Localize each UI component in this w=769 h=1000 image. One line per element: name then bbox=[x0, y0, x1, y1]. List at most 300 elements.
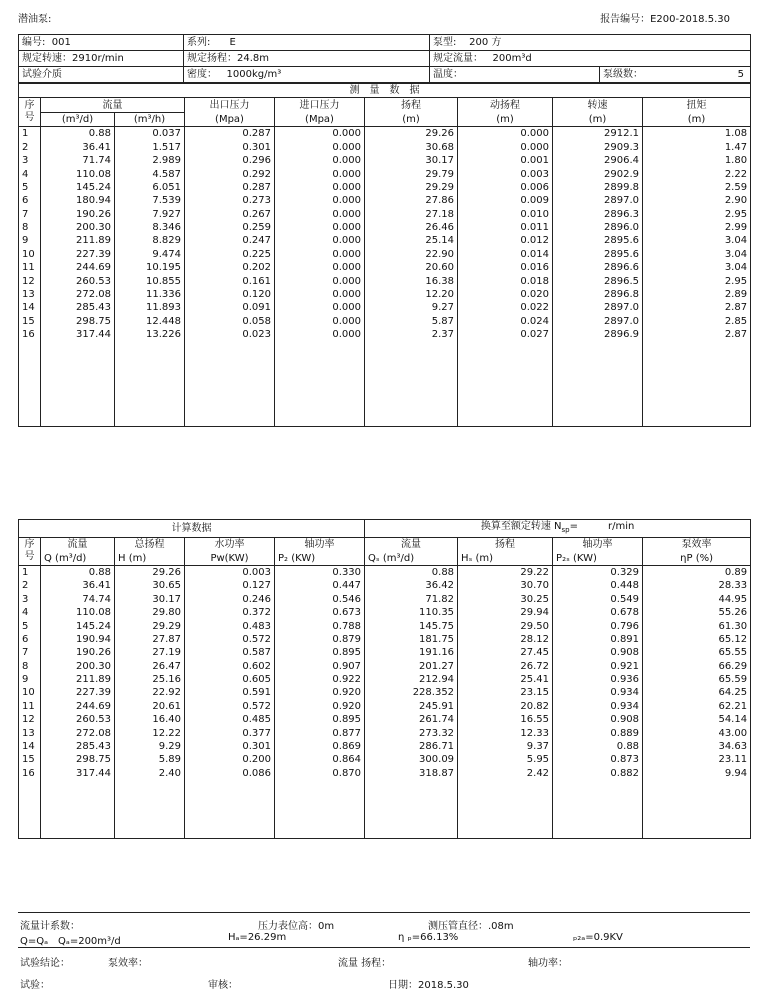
row-index: 8 bbox=[19, 660, 41, 673]
cell-value: 145.24 bbox=[41, 619, 115, 632]
cell-value: 2897.0 bbox=[553, 315, 643, 328]
calc-row bbox=[19, 579, 751, 592]
cell-value: 145.24 bbox=[41, 181, 115, 194]
cell-value: 201.27 bbox=[365, 660, 458, 673]
cell-value: 4.587 bbox=[115, 167, 185, 180]
measured-table bbox=[18, 83, 751, 427]
row-index: 7 bbox=[19, 646, 41, 659]
cell-value: 0.377 bbox=[185, 726, 275, 739]
cell-value: 0.273 bbox=[185, 194, 275, 207]
empty-cell bbox=[185, 422, 275, 427]
cell-value: 36.42 bbox=[365, 579, 458, 592]
cell-value: 30.17 bbox=[115, 593, 185, 606]
cell-value: 0.246 bbox=[185, 593, 275, 606]
cell-value: 27.18 bbox=[365, 208, 458, 221]
cell-value: 5.89 bbox=[115, 753, 185, 766]
pump-type-value: 200 方 bbox=[469, 36, 502, 48]
cell-value: 44.95 bbox=[643, 593, 751, 606]
cell-value: 0.000 bbox=[275, 274, 365, 287]
cell-value: 2.989 bbox=[115, 154, 185, 167]
empty-cell bbox=[643, 368, 751, 381]
cell-value: 9.474 bbox=[115, 248, 185, 261]
empty-cell bbox=[19, 341, 41, 354]
cell-value: 12.20 bbox=[365, 288, 458, 301]
empty-cell bbox=[365, 382, 458, 395]
cell-value: 0.921 bbox=[553, 660, 643, 673]
row-index: 9 bbox=[19, 673, 41, 686]
cell-value: 260.53 bbox=[41, 713, 115, 726]
empty-cell bbox=[19, 382, 41, 395]
cell-value: 2.90 bbox=[643, 194, 751, 207]
cell-value: 190.26 bbox=[41, 646, 115, 659]
cell-value: 245.91 bbox=[365, 700, 458, 713]
cell-value: 0.086 bbox=[185, 767, 275, 780]
cell-value: 2906.4 bbox=[553, 154, 643, 167]
col-torque-unit: (m) bbox=[643, 112, 751, 126]
cell-value: 28.12 bbox=[458, 633, 553, 646]
empty-cell bbox=[458, 408, 553, 421]
blank-row bbox=[19, 780, 751, 793]
empty-cell bbox=[115, 422, 185, 427]
cell-value: 12.33 bbox=[458, 726, 553, 739]
empty-cell bbox=[365, 341, 458, 354]
cell-value: 0.000 bbox=[275, 181, 365, 194]
cell-value: 181.75 bbox=[365, 633, 458, 646]
col-dynamic-head: 动扬程 bbox=[458, 98, 553, 112]
empty-cell bbox=[41, 780, 115, 793]
calc-col-hyd-power-unit: Pw(KW) bbox=[185, 551, 275, 565]
col-flow-h: (m³/h) bbox=[115, 112, 185, 126]
empty-cell bbox=[115, 382, 185, 395]
cell-value: 74.74 bbox=[41, 593, 115, 606]
cell-value: 0.225 bbox=[185, 248, 275, 261]
conv-col-head: 扬程 bbox=[458, 538, 553, 552]
cell-value: 36.41 bbox=[41, 579, 115, 592]
empty-cell bbox=[275, 820, 365, 833]
empty-cell bbox=[185, 820, 275, 833]
cell-value: 20.61 bbox=[115, 700, 185, 713]
measured-row bbox=[19, 208, 751, 221]
formula-block bbox=[18, 912, 750, 948]
empty-cell bbox=[19, 395, 41, 408]
cell-value: 0.037 bbox=[115, 127, 185, 141]
cell-value: 23.15 bbox=[458, 686, 553, 699]
cell-value: 65.59 bbox=[643, 673, 751, 686]
row-index: 15 bbox=[19, 753, 41, 766]
cell-value: 2.87 bbox=[643, 301, 751, 314]
cell-value: 9.37 bbox=[458, 740, 553, 753]
measured-row bbox=[19, 274, 751, 287]
cell-value: 0.920 bbox=[275, 686, 365, 699]
empty-cell bbox=[365, 368, 458, 381]
col-speed-unit: (m) bbox=[553, 112, 643, 126]
calc-col-flow-unit: Q (m³/d) bbox=[41, 551, 115, 565]
cell-value: 16.40 bbox=[115, 713, 185, 726]
cell-value: 0.127 bbox=[185, 579, 275, 592]
rated-head-formula: Hₐ=26.29m bbox=[228, 932, 287, 943]
efficiency-formula: η ₚ=66.13% bbox=[398, 932, 459, 943]
cell-value: 0.000 bbox=[275, 141, 365, 154]
cell-value: 285.43 bbox=[41, 301, 115, 314]
measured-row bbox=[19, 315, 751, 328]
stages-value: 5 bbox=[737, 68, 745, 80]
reviewer-label: 审核： bbox=[208, 980, 238, 991]
cell-value: 0.000 bbox=[275, 194, 365, 207]
cell-value: 0.895 bbox=[275, 646, 365, 659]
density-cell: 密度： 1000kg/m³ bbox=[184, 67, 430, 83]
cell-value: 26.72 bbox=[458, 660, 553, 673]
empty-cell bbox=[19, 355, 41, 368]
cell-value: 0.296 bbox=[185, 154, 275, 167]
empty-cell bbox=[41, 382, 115, 395]
cell-value: 0.012 bbox=[458, 234, 553, 247]
cell-value: 64.25 bbox=[643, 686, 751, 699]
cell-value: 0.000 bbox=[458, 141, 553, 154]
cell-value: 9.29 bbox=[115, 740, 185, 753]
cell-value: 0.000 bbox=[275, 167, 365, 180]
cell-value: 0.572 bbox=[185, 633, 275, 646]
info-table bbox=[18, 34, 751, 83]
measured-row bbox=[19, 328, 751, 341]
empty-cell bbox=[553, 793, 643, 806]
serial-value: 001 bbox=[51, 36, 71, 48]
cell-value: 0.330 bbox=[275, 565, 365, 579]
cell-value: 0.864 bbox=[275, 753, 365, 766]
cell-value: 0.483 bbox=[185, 619, 275, 632]
cell-value: 191.16 bbox=[365, 646, 458, 659]
cell-value: 0.024 bbox=[458, 315, 553, 328]
cell-value: 0.001 bbox=[458, 154, 553, 167]
cell-value: 29.50 bbox=[458, 619, 553, 632]
pump-name: 潜油泵: bbox=[18, 14, 52, 25]
cell-value: 0.027 bbox=[458, 328, 553, 341]
empty-cell bbox=[185, 408, 275, 421]
cell-value: 29.26 bbox=[115, 565, 185, 579]
row-index: 2 bbox=[19, 141, 41, 154]
cell-value: 0.882 bbox=[553, 767, 643, 780]
cell-value: 0.549 bbox=[553, 593, 643, 606]
cell-value: 61.30 bbox=[643, 619, 751, 632]
cell-value: 29.94 bbox=[458, 606, 553, 619]
empty-cell bbox=[115, 368, 185, 381]
cell-value: 2896.9 bbox=[553, 328, 643, 341]
row-index: 15 bbox=[19, 315, 41, 328]
row-index: 4 bbox=[19, 606, 41, 619]
calc-row bbox=[19, 713, 751, 726]
cell-value: 65.12 bbox=[643, 633, 751, 646]
empty-cell bbox=[19, 834, 41, 839]
conv-col-shaft-power: 轴功率 bbox=[553, 538, 643, 552]
empty-cell bbox=[41, 408, 115, 421]
cell-value: 285.43 bbox=[41, 740, 115, 753]
calc-row bbox=[19, 740, 751, 753]
cell-value: 2912.1 bbox=[553, 127, 643, 141]
conclusion-label: 试验结论： bbox=[20, 958, 70, 969]
cell-value: 228.352 bbox=[365, 686, 458, 699]
blank-row bbox=[19, 382, 751, 395]
rated-head: 规定扬程：24.8m bbox=[184, 51, 430, 67]
row-index: 10 bbox=[19, 248, 41, 261]
empty-cell bbox=[275, 793, 365, 806]
row-index: 11 bbox=[19, 261, 41, 274]
cell-value: 0.058 bbox=[185, 315, 275, 328]
calc-row bbox=[19, 606, 751, 619]
empty-cell bbox=[458, 368, 553, 381]
cell-value: 28.33 bbox=[643, 579, 751, 592]
empty-cell bbox=[643, 395, 751, 408]
empty-cell bbox=[275, 807, 365, 820]
cell-value: 0.301 bbox=[185, 141, 275, 154]
row-index: 14 bbox=[19, 301, 41, 314]
blank-row bbox=[19, 395, 751, 408]
cell-value: 298.75 bbox=[41, 753, 115, 766]
empty-cell bbox=[643, 834, 751, 839]
measured-row bbox=[19, 167, 751, 180]
empty-cell bbox=[365, 834, 458, 839]
col-speed: 转速 bbox=[553, 98, 643, 112]
cell-value: 0.546 bbox=[275, 593, 365, 606]
empty-cell bbox=[115, 341, 185, 354]
cell-value: 26.46 bbox=[365, 221, 458, 234]
empty-cell bbox=[458, 395, 553, 408]
empty-cell bbox=[19, 807, 41, 820]
row-index: 9 bbox=[19, 234, 41, 247]
blank-row bbox=[19, 408, 751, 421]
cell-value: 0.011 bbox=[458, 221, 553, 234]
empty-cell bbox=[458, 355, 553, 368]
cell-value: 0.877 bbox=[275, 726, 365, 739]
cell-value: 273.32 bbox=[365, 726, 458, 739]
row-index: 11 bbox=[19, 700, 41, 713]
cell-value: 0.000 bbox=[275, 127, 365, 141]
cell-value: 2896.3 bbox=[553, 208, 643, 221]
cell-value: 0.934 bbox=[553, 700, 643, 713]
cell-value: 5.95 bbox=[458, 753, 553, 766]
cell-value: 30.65 bbox=[115, 579, 185, 592]
cell-value: 244.69 bbox=[41, 700, 115, 713]
empty-cell bbox=[458, 382, 553, 395]
cell-value: 0.605 bbox=[185, 673, 275, 686]
density-value: 1000kg/m³ bbox=[226, 68, 282, 80]
calc-col-total-head-unit: H (m) bbox=[115, 551, 185, 565]
cell-value: 0.000 bbox=[458, 127, 553, 141]
empty-cell bbox=[275, 395, 365, 408]
calc-row bbox=[19, 660, 751, 673]
cell-value: 0.88 bbox=[553, 740, 643, 753]
cell-value: 2.89 bbox=[643, 288, 751, 301]
cell-value: 62.21 bbox=[643, 700, 751, 713]
empty-cell bbox=[458, 422, 553, 427]
cell-value: 0.869 bbox=[275, 740, 365, 753]
cell-value: 16.55 bbox=[458, 713, 553, 726]
empty-cell bbox=[185, 395, 275, 408]
cell-value: 27.45 bbox=[458, 646, 553, 659]
cell-value: 12.22 bbox=[115, 726, 185, 739]
empty-cell bbox=[458, 793, 553, 806]
conv-col-head-unit: Hₛ (m) bbox=[458, 551, 553, 565]
cell-value: 0.448 bbox=[553, 579, 643, 592]
cell-value: 260.53 bbox=[41, 274, 115, 287]
measured-section-title: 测 量 数 据 bbox=[19, 84, 751, 98]
cell-value: 0.000 bbox=[275, 234, 365, 247]
row-index: 13 bbox=[19, 726, 41, 739]
empty-cell bbox=[643, 422, 751, 427]
cell-value: 2897.0 bbox=[553, 301, 643, 314]
empty-cell bbox=[553, 820, 643, 833]
cell-value: 7.539 bbox=[115, 194, 185, 207]
cell-value: 0.022 bbox=[458, 301, 553, 314]
cell-value: 7.927 bbox=[115, 208, 185, 221]
cell-value: 20.82 bbox=[458, 700, 553, 713]
cell-value: 8.346 bbox=[115, 221, 185, 234]
cell-value: 317.44 bbox=[41, 328, 115, 341]
measured-row bbox=[19, 234, 751, 247]
cell-value: 2.22 bbox=[643, 167, 751, 180]
calc-row bbox=[19, 646, 751, 659]
row-index: 14 bbox=[19, 740, 41, 753]
flow-coefficient: 流量计系数： bbox=[20, 921, 80, 932]
cell-value: 2895.6 bbox=[553, 248, 643, 261]
empty-cell bbox=[41, 368, 115, 381]
cell-value: 2.99 bbox=[643, 221, 751, 234]
cell-value: 0.301 bbox=[185, 740, 275, 753]
cell-value: 0.907 bbox=[275, 660, 365, 673]
cell-value: 65.55 bbox=[643, 646, 751, 659]
row-index: 3 bbox=[19, 593, 41, 606]
row-index: 7 bbox=[19, 208, 41, 221]
empty-cell bbox=[115, 793, 185, 806]
empty-cell bbox=[365, 793, 458, 806]
cell-value: 0.000 bbox=[275, 154, 365, 167]
cell-value: 145.75 bbox=[365, 619, 458, 632]
cell-value: 9.94 bbox=[643, 767, 751, 780]
cell-value: 3.04 bbox=[643, 261, 751, 274]
cell-value: 25.41 bbox=[458, 673, 553, 686]
cell-value: 0.879 bbox=[275, 633, 365, 646]
blank-row bbox=[19, 368, 751, 381]
col-flow: 流量 bbox=[41, 98, 185, 112]
cell-value: 2896.5 bbox=[553, 274, 643, 287]
cell-value: 190.94 bbox=[41, 633, 115, 646]
cell-value: 244.69 bbox=[41, 261, 115, 274]
measured-row bbox=[19, 194, 751, 207]
col-outlet-unit: (Mpa) bbox=[185, 112, 275, 126]
cell-value: 29.26 bbox=[365, 127, 458, 141]
cell-value: 0.873 bbox=[553, 753, 643, 766]
row-index: 8 bbox=[19, 221, 41, 234]
conv-col-efficiency: 泵效率 bbox=[643, 538, 751, 552]
cell-value: 0.88 bbox=[365, 565, 458, 579]
cell-value: 0.572 bbox=[185, 700, 275, 713]
cell-value: 0.259 bbox=[185, 221, 275, 234]
cell-value: 0.934 bbox=[553, 686, 643, 699]
cell-value: 286.71 bbox=[365, 740, 458, 753]
cell-value: 2897.0 bbox=[553, 194, 643, 207]
cell-value: 211.89 bbox=[41, 234, 115, 247]
row-index: 12 bbox=[19, 274, 41, 287]
cell-value: 110.08 bbox=[41, 606, 115, 619]
empty-cell bbox=[185, 780, 275, 793]
cell-value: 55.26 bbox=[643, 606, 751, 619]
cell-value: 1.47 bbox=[643, 141, 751, 154]
empty-cell bbox=[185, 355, 275, 368]
cell-value: 11.336 bbox=[115, 288, 185, 301]
empty-cell bbox=[365, 807, 458, 820]
empty-cell bbox=[643, 780, 751, 793]
cell-value: 0.018 bbox=[458, 274, 553, 287]
empty-cell bbox=[275, 382, 365, 395]
cell-value: 0.267 bbox=[185, 208, 275, 221]
cell-value: 200.30 bbox=[41, 221, 115, 234]
cell-value: 10.855 bbox=[115, 274, 185, 287]
cell-value: 29.29 bbox=[365, 181, 458, 194]
cell-value: 0.200 bbox=[185, 753, 275, 766]
empty-cell bbox=[643, 341, 751, 354]
col-seq: 序号 bbox=[19, 98, 41, 127]
empty-cell bbox=[41, 341, 115, 354]
cell-value: 30.17 bbox=[365, 154, 458, 167]
cell-value: 0.014 bbox=[458, 248, 553, 261]
empty-cell bbox=[643, 820, 751, 833]
calc-row bbox=[19, 673, 751, 686]
temperature-cell: 温度： bbox=[430, 67, 600, 83]
serial-cell: 编号: 001 bbox=[19, 35, 184, 51]
row-index: 5 bbox=[19, 619, 41, 632]
cell-value: 0.161 bbox=[185, 274, 275, 287]
cell-value: 0.936 bbox=[553, 673, 643, 686]
rated-flow-formula: Q=Qₐ Qₐ=200m³/d bbox=[20, 936, 121, 947]
closing-row bbox=[19, 422, 751, 427]
cell-value: 0.000 bbox=[275, 301, 365, 314]
conv-col-flow: 流量 bbox=[365, 538, 458, 552]
cell-value: 2899.8 bbox=[553, 181, 643, 194]
report-number: 报告编号：E200-2018.5.30 bbox=[600, 14, 730, 25]
blank-row bbox=[19, 793, 751, 806]
cell-value: 227.39 bbox=[41, 248, 115, 261]
cell-value: 13.226 bbox=[115, 328, 185, 341]
empty-cell bbox=[275, 422, 365, 427]
cell-value: 2896.6 bbox=[553, 261, 643, 274]
calc-col-total-head: 总扬程 bbox=[115, 538, 185, 552]
row-index: 2 bbox=[19, 579, 41, 592]
cell-value: 110.08 bbox=[41, 167, 115, 180]
cell-value: 0.908 bbox=[553, 646, 643, 659]
cell-value: 180.94 bbox=[41, 194, 115, 207]
empty-cell bbox=[275, 834, 365, 839]
calc-row bbox=[19, 726, 751, 739]
cell-value: 1.517 bbox=[115, 141, 185, 154]
row-index: 3 bbox=[19, 154, 41, 167]
cell-value: 2896.0 bbox=[553, 221, 643, 234]
blank-row bbox=[19, 807, 751, 820]
cell-value: 298.75 bbox=[41, 315, 115, 328]
cell-value: 2.42 bbox=[458, 767, 553, 780]
cell-value: 29.29 bbox=[115, 619, 185, 632]
power-formula: ₚ₂ₐ=0.9KV bbox=[573, 932, 623, 943]
cell-value: 317.44 bbox=[41, 767, 115, 780]
cell-value: 0.000 bbox=[275, 328, 365, 341]
empty-cell bbox=[553, 395, 643, 408]
empty-cell bbox=[553, 408, 643, 421]
row-index: 12 bbox=[19, 713, 41, 726]
row-index: 4 bbox=[19, 167, 41, 180]
empty-cell bbox=[365, 408, 458, 421]
empty-cell bbox=[365, 355, 458, 368]
cell-value: 29.80 bbox=[115, 606, 185, 619]
flow-head-label: 流量 扬程： bbox=[338, 958, 392, 969]
cell-value: 0.000 bbox=[275, 221, 365, 234]
empty-cell bbox=[19, 820, 41, 833]
